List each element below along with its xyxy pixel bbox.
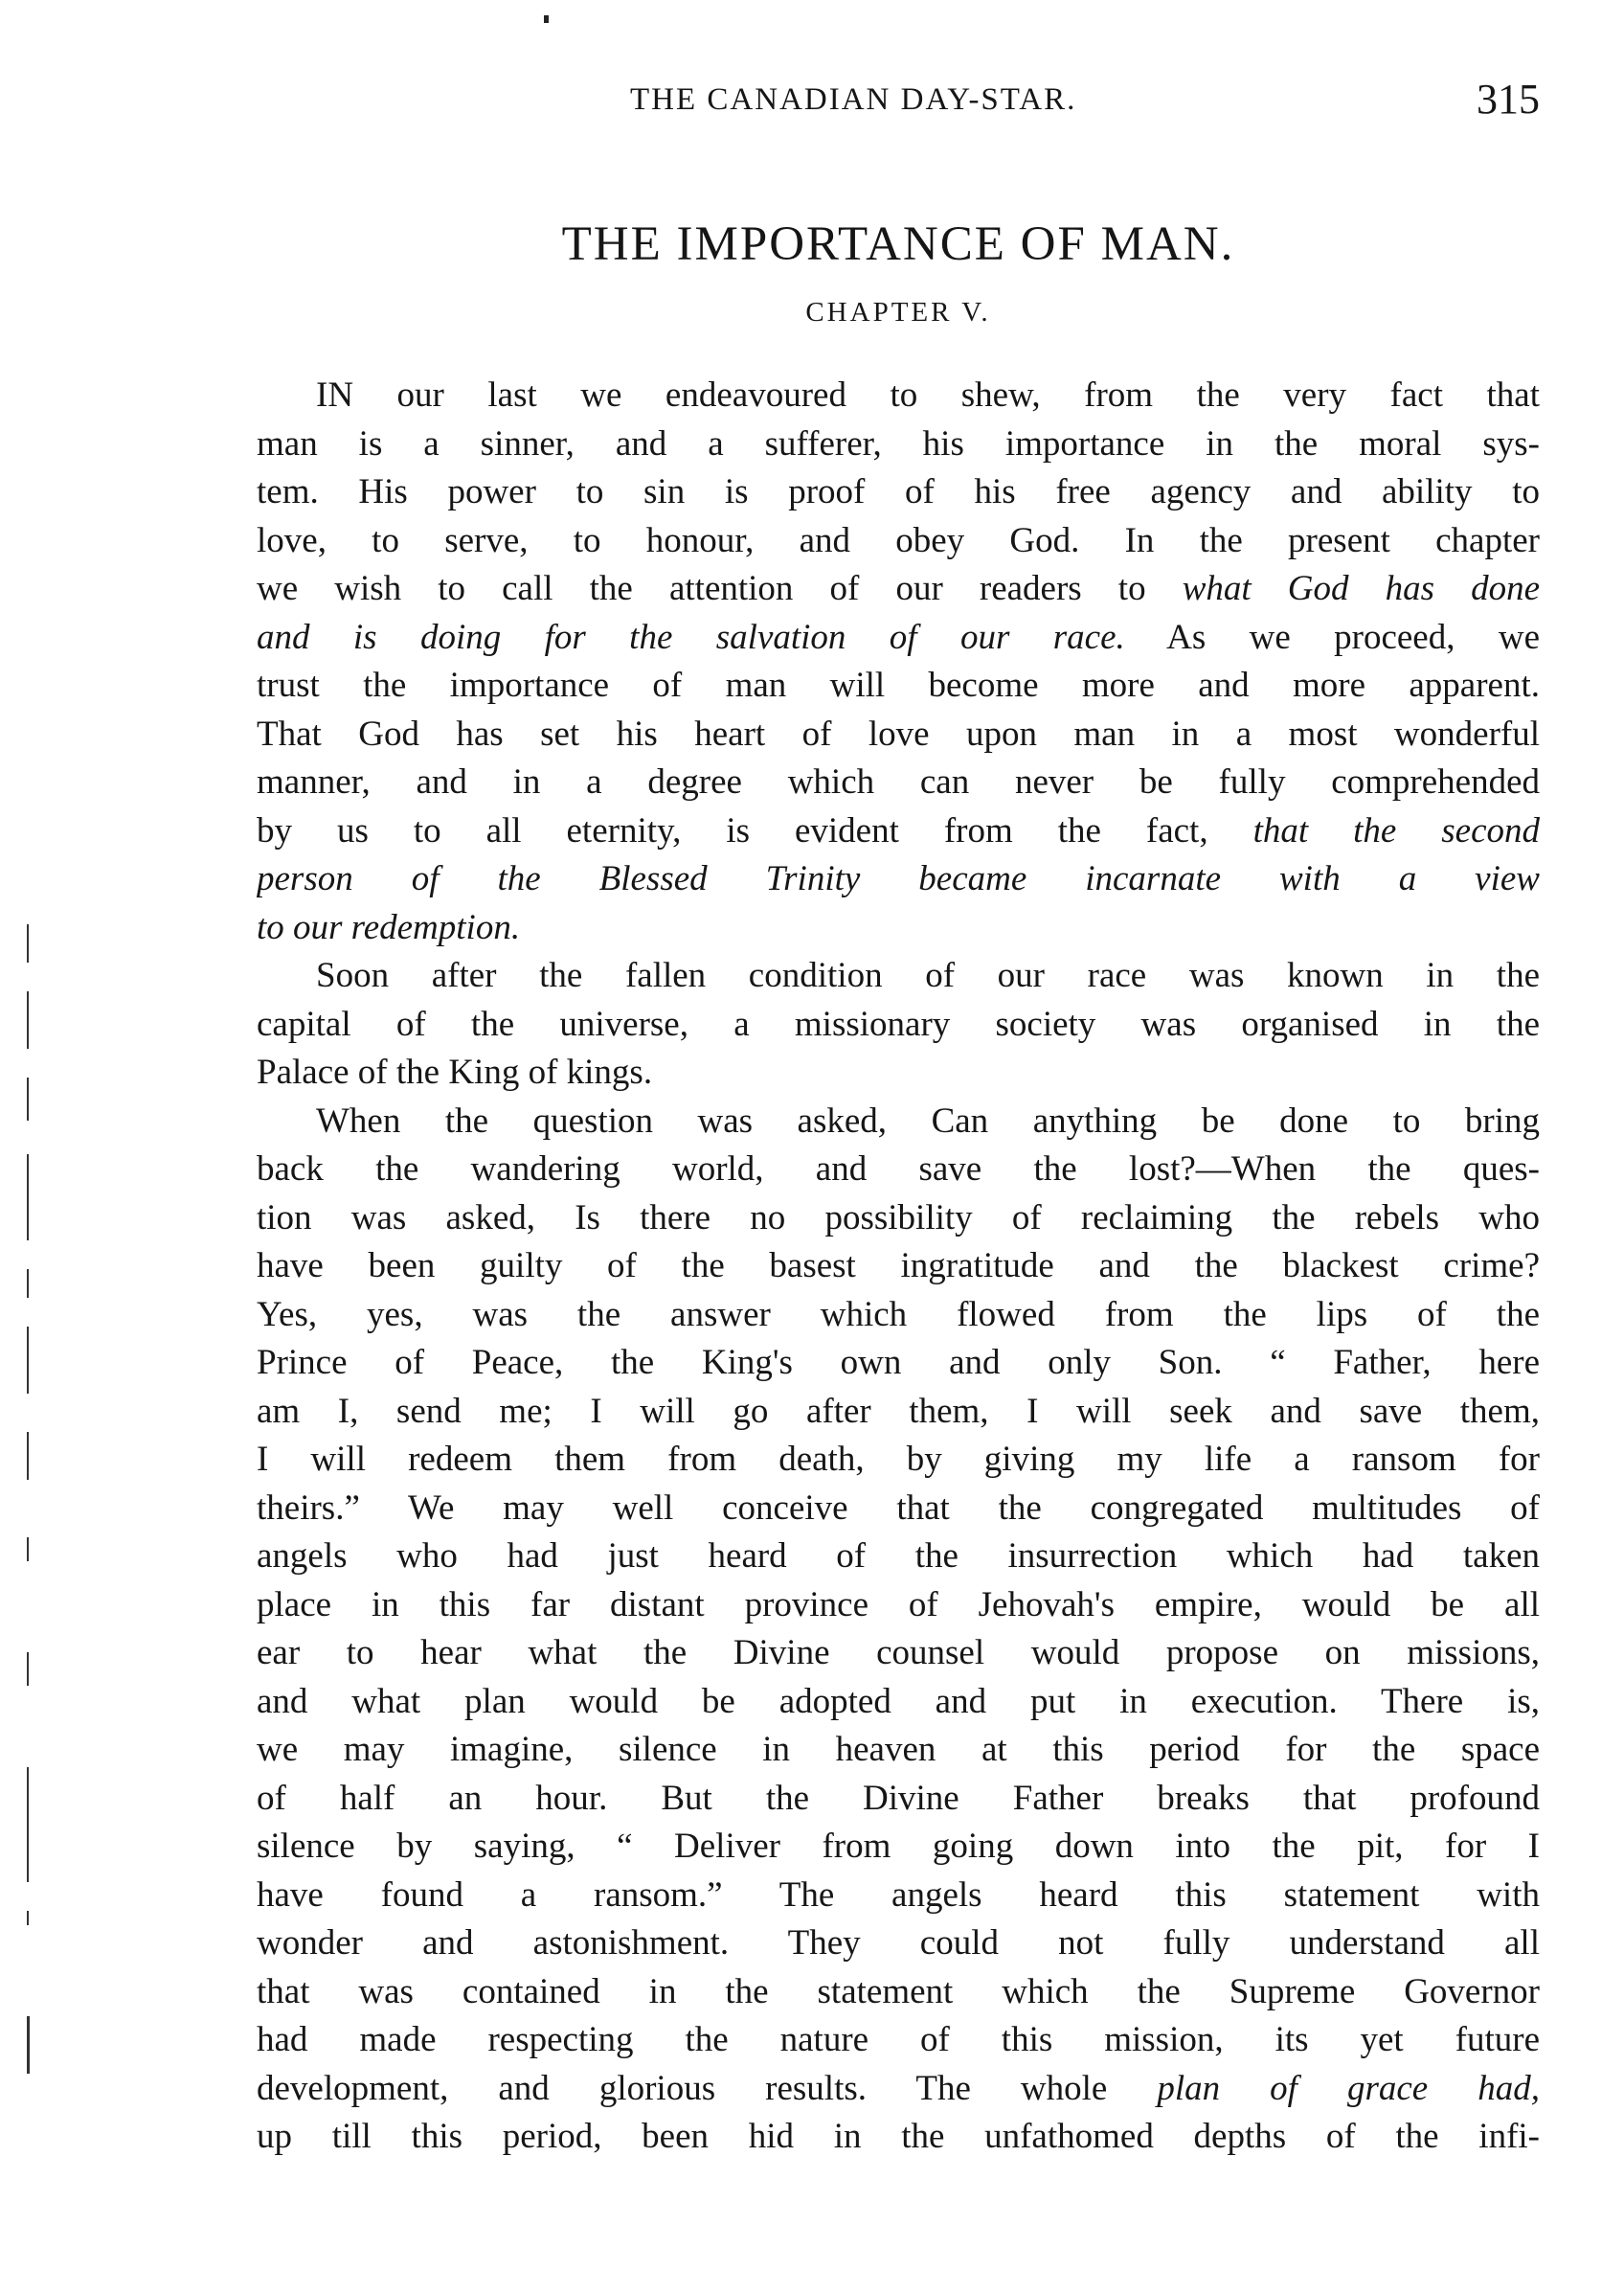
- text-line: Prince of Peace, the King's own and only Son. “ Father, here: [257, 1343, 1540, 1382]
- text-line: ear to hear what the Divine counsel would propose on missions,: [257, 1633, 1540, 1672]
- text-line: [257, 904, 1540, 953]
- text-line: angels who had just heard of the insurrection which had taken: [257, 1536, 1540, 1576]
- text-line: am I, send me; I will go after them, I will seek and save them,: [257, 1391, 1540, 1431]
- text-line: Palace of the King of kings.: [257, 1053, 653, 1092]
- text-line: That God has set his heart of love upon man in a most wonderful: [257, 714, 1540, 754]
- text-line: trust the importance of man will become more and more apparent.: [257, 666, 1540, 705]
- text-line: have found a ransom.” The angels heard this statement with: [257, 1874, 1540, 1915]
- line-text-italic: and is doing for the salvation of our race.: [257, 617, 1125, 657]
- article-body: [257, 372, 1540, 2162]
- text-line: back the wandering world, and save the lost?—When the ques-: [257, 1149, 1540, 1189]
- text-line: When the question was asked, Can anything be done to bring: [316, 1101, 1540, 1141]
- line-text-italic: plan of grace had,: [1157, 2068, 1540, 2108]
- text-line: theirs.” We may well conceive that the congregated multitudes of: [257, 1487, 1540, 1528]
- running-header: [257, 75, 1540, 132]
- text-line: [257, 807, 1540, 856]
- text-line: silence by saying, “ Deliver from going down into the pit, for I: [257, 1827, 1540, 1866]
- text-line: man is a sinner, and a sufferer, his importance in the moral sys-: [257, 423, 1540, 464]
- text-line: IN our last we endeavoured to shew, from the very fact that: [316, 375, 1540, 415]
- text-line: up till this period, been hid in the unfathomed depths of the infi-: [257, 2117, 1540, 2156]
- text-line: [257, 2065, 1540, 2114]
- text-line: manner, and in a degree which can never be fully comprehended: [257, 762, 1540, 802]
- chapter-label: CHAPTER V.: [805, 297, 991, 328]
- text-line: Yes, yes, was the answer which flowed from the lips of the: [257, 1294, 1540, 1334]
- text-line: [257, 855, 1540, 904]
- article-title: THE IMPORTANCE OF MAN.: [561, 217, 1235, 271]
- text-line: we may imagine, silence in heaven at this period for the space: [257, 1730, 1540, 1769]
- text-line: tem. His power to sin is proof of his free agency and ability to: [257, 472, 1540, 511]
- text-line: have been guilty of the basest ingratitude and the blackest crime?: [257, 1246, 1540, 1285]
- text-line: and what plan would be adopted and put in execution. There is,: [257, 1681, 1540, 1721]
- text-line: Soon after the fallen condition of our race was known in the: [316, 956, 1540, 995]
- text-line: capital of the universe, a missionary society was organised in the: [257, 1004, 1540, 1044]
- line-text-roman: we wish to call the attention of our readers to: [257, 569, 1183, 608]
- page-number: 315: [1477, 76, 1540, 123]
- binding-gutter-marks: [27, 924, 34, 2074]
- line-text-roman: by us to all eternity, is evident from the fact,: [257, 810, 1253, 851]
- running-title: THE CANADIAN DAY-STAR.: [630, 82, 1077, 117]
- line-text-italic: that the second: [1252, 810, 1540, 851]
- ink-speck: [544, 15, 549, 23]
- text-line: love, to serve, to honour, and obey God. In the present chapter: [257, 520, 1540, 560]
- line-text-italic: what God has done: [1182, 569, 1540, 608]
- line-text-roman: development, and glorious results. The whole: [257, 2068, 1158, 2108]
- text-line: had made respecting the nature of this mission, its yet future: [257, 2020, 1540, 2059]
- line-text-italic: to our redemption.: [257, 907, 521, 947]
- text-line: place in this far distant province of Jehovah's empire, would be all: [257, 1584, 1540, 1624]
- text-line: tion was asked, Is there no possibility of reclaiming the rebels who: [257, 1197, 1540, 1237]
- text-line: [257, 565, 1540, 614]
- line-text-italic: person of the Blessed Trinity became incarnate with a view: [257, 859, 1540, 898]
- text-line: wonder and astonishment. They could not fully understand all: [257, 1923, 1540, 1963]
- text-line: that was contained in the statement which the Supreme Governor: [257, 1971, 1540, 2011]
- text-line: I will redeem them from death, by giving my life a ransom for: [257, 1440, 1540, 1479]
- text-line: [257, 614, 1540, 663]
- line-text-roman: As we proceed, we: [1124, 617, 1540, 657]
- text-line: of half an hour. But the Divine Father breaks that profound: [257, 1778, 1540, 1818]
